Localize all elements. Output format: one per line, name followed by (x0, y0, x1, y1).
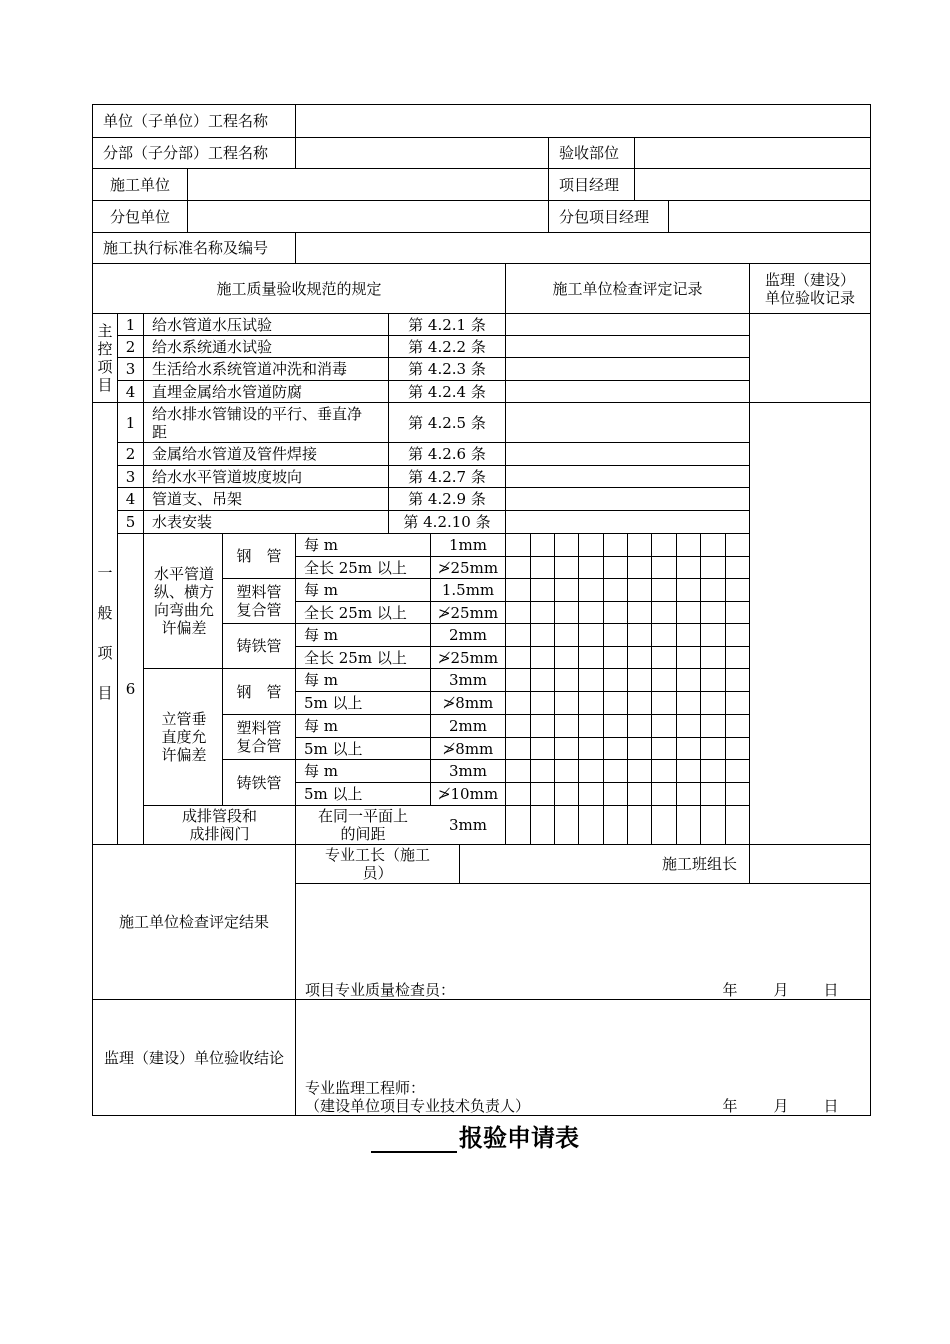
main-item-no: 4 (125, 382, 136, 401)
general-item-clause: 第 4.2.7 条 (408, 467, 486, 486)
condition-cell: 每 m (304, 671, 338, 689)
main-item-clause: 第 4.2.1 条 (408, 315, 486, 334)
standard-label: 施工执行标准名称及编号 (103, 239, 269, 257)
main-item-no: 3 (125, 360, 136, 378)
supervisor-header-line2: 单位验收记录 (764, 288, 855, 307)
general-item-no: 2 (125, 445, 136, 463)
subcontractor-label: 分包单位 (109, 207, 170, 226)
main-item-name: 给水系统通水试验 (152, 337, 273, 356)
tolerance-cell: 3mm (449, 762, 487, 780)
row-pipes-condition-line2: 的间距 (340, 825, 386, 843)
general-item-clause: 第 4.2.10 条 (403, 513, 491, 531)
acceptance-part-field[interactable] (635, 138, 870, 168)
conclusion-month-label: 月 (773, 1097, 789, 1115)
condition-cell: 每 m (304, 536, 338, 554)
general-item-no: 4 (125, 490, 136, 508)
general-item-clause: 第 4.2.9 条 (408, 490, 486, 508)
main-items-group-label: 主控项目 (97, 322, 113, 394)
result-day-label: 日 (823, 981, 839, 999)
sub-project-manager-label: 分包项目经理 (559, 207, 650, 226)
main-item-clause: 第 4.2.3 条 (408, 360, 486, 378)
result-year-label: 年 (722, 981, 738, 999)
row-pipes-label-line1: 成排管段和 (181, 807, 257, 825)
spec-column-header: 施工质量验收规范的规定 (216, 279, 382, 298)
pipe-type-label: 铸铁管 (236, 773, 282, 792)
foreman-label-line2: 员） (362, 864, 393, 882)
document-title (0, 1118, 950, 1153)
general-item-clause: 第 4.2.5 条 (408, 413, 486, 432)
main-item-name: 直埋金属给水管道防腐 (152, 382, 303, 401)
subproject-field[interactable] (296, 138, 548, 168)
standard-field[interactable] (296, 233, 870, 263)
contractor-record-header: 施工单位检查评定记录 (552, 279, 703, 298)
supervisor-conclusion-label: 监理（建设）单位验收结论 (103, 1048, 284, 1067)
contractor-result-label: 施工单位检查评定结果 (118, 913, 269, 931)
pipe-type-label: 钢 管 (236, 547, 282, 565)
project-name-label: 单位（子单位）工程名称 (103, 112, 269, 130)
general-item-clause: 第 4.2.6 条 (408, 445, 486, 463)
general-items-group-label: 一般项目 (97, 564, 113, 702)
supervisor-engineer-label: 专业监理工程师： (305, 1078, 426, 1097)
pipe-type-label: 铸铁管 (236, 637, 282, 655)
main-item-no: 2 (125, 337, 136, 356)
general-item-name: 给水排水管铺设的平行、垂直净距 (152, 404, 363, 441)
tolerance-cell: ≯25mm (437, 648, 499, 667)
main-item-clause: 第 4.2.2 条 (408, 337, 486, 356)
general-item-no: 1 (125, 413, 136, 432)
tolerance-cell: ≯8mm (442, 739, 494, 758)
row-pipes-label-line2: 成排阀门 (189, 825, 250, 843)
main-item-no: 1 (125, 315, 136, 334)
contractor-field[interactable] (188, 169, 548, 200)
main-item-name: 生活给水系统管道冲洗和消毒 (152, 360, 348, 378)
condition-cell: 5m 以上 (304, 694, 363, 712)
row-pipes-label (144, 806, 295, 844)
general-item-name: 水表安装 (152, 513, 213, 531)
tolerance-cell: ≯25mm (437, 603, 499, 622)
condition-cell: 全长 25m 以上 (304, 648, 407, 667)
tolerance-cell: ≯10mm (437, 785, 499, 803)
condition-cell: 全长 25m 以上 (304, 603, 407, 622)
condition-cell: 全长 25m 以上 (304, 558, 407, 577)
general-item-no: 6 (125, 680, 136, 698)
team-leader-field[interactable] (750, 845, 870, 883)
pipe-type-label: 钢 管 (236, 682, 282, 701)
pipe-type-label: 塑料管复合管 (236, 719, 282, 755)
row-pipes-tolerance: 3mm (449, 816, 487, 834)
row-pipes-condition-line1: 在同一平面上 (317, 807, 408, 825)
tolerance-cell: 2mm (449, 626, 487, 644)
horizontal-deviation-label: 水平管道纵、横方向弯曲允许偏差 (153, 565, 214, 637)
sub-project-manager-field[interactable] (669, 201, 870, 232)
tolerance-cell: 3mm (449, 671, 487, 689)
condition-cell: 每 m (304, 581, 338, 599)
team-leader-label: 施工班组长 (661, 855, 737, 873)
condition-cell: 5m 以上 (304, 739, 363, 758)
subcontractor-field[interactable] (188, 201, 548, 232)
inspector-label: 项目专业质量检查员： (305, 981, 456, 999)
foreman-label (296, 845, 459, 883)
general-item-name: 给水水平管道坡度坡向 (152, 467, 303, 486)
title-text: 报验申请表 (459, 1124, 579, 1152)
tolerance-cell: 2mm (449, 717, 487, 735)
general-item-name: 管道支、吊架 (152, 490, 243, 508)
conclusion-year-label: 年 (722, 1097, 738, 1115)
result-month-label: 月 (773, 981, 789, 999)
condition-cell: 每 m (304, 717, 338, 735)
project-manager-field[interactable] (635, 169, 870, 200)
subproject-label: 分部（子分部）工程名称 (103, 144, 269, 162)
general-item-no: 3 (125, 467, 136, 486)
tolerance-cell: 1.5mm (441, 581, 495, 599)
project-manager-label: 项目经理 (559, 175, 620, 194)
condition-cell: 每 m (304, 626, 338, 644)
condition-cell: 每 m (304, 762, 338, 780)
general-item-name: 金属给水管道及管件焊接 (152, 445, 318, 463)
tolerance-cell: 1mm (449, 536, 487, 554)
project-name-field[interactable] (296, 105, 870, 137)
contractor-label: 施工单位 (109, 175, 170, 194)
main-item-name: 给水管道水压试验 (152, 315, 273, 334)
title-blank-line[interactable] (371, 1125, 457, 1153)
vertical-deviation-label: 立管垂直度允许偏差 (161, 710, 207, 764)
owner-tech-label: （建设单位项目专业技术负责人） (305, 1096, 531, 1115)
tolerance-cell: ≯8mm (442, 694, 494, 712)
main-item-clause: 第 4.2.4 条 (408, 382, 486, 401)
foreman-field[interactable] (460, 845, 650, 883)
supervisor-record-header (750, 264, 870, 313)
pipe-type-label: 塑料管复合管 (236, 583, 282, 619)
tolerance-cell: ≯25mm (437, 558, 499, 577)
acceptance-part-label: 验收部位 (559, 144, 620, 162)
condition-cell: 5m 以上 (304, 785, 363, 803)
conclusion-day-label: 日 (823, 1097, 839, 1115)
foreman-label-line1: 专业工长（施工 (324, 846, 430, 864)
row-pipes-condition (296, 806, 430, 844)
supervisor-header-line1: 监理（建设） (764, 270, 855, 289)
general-item-no: 5 (125, 513, 136, 531)
